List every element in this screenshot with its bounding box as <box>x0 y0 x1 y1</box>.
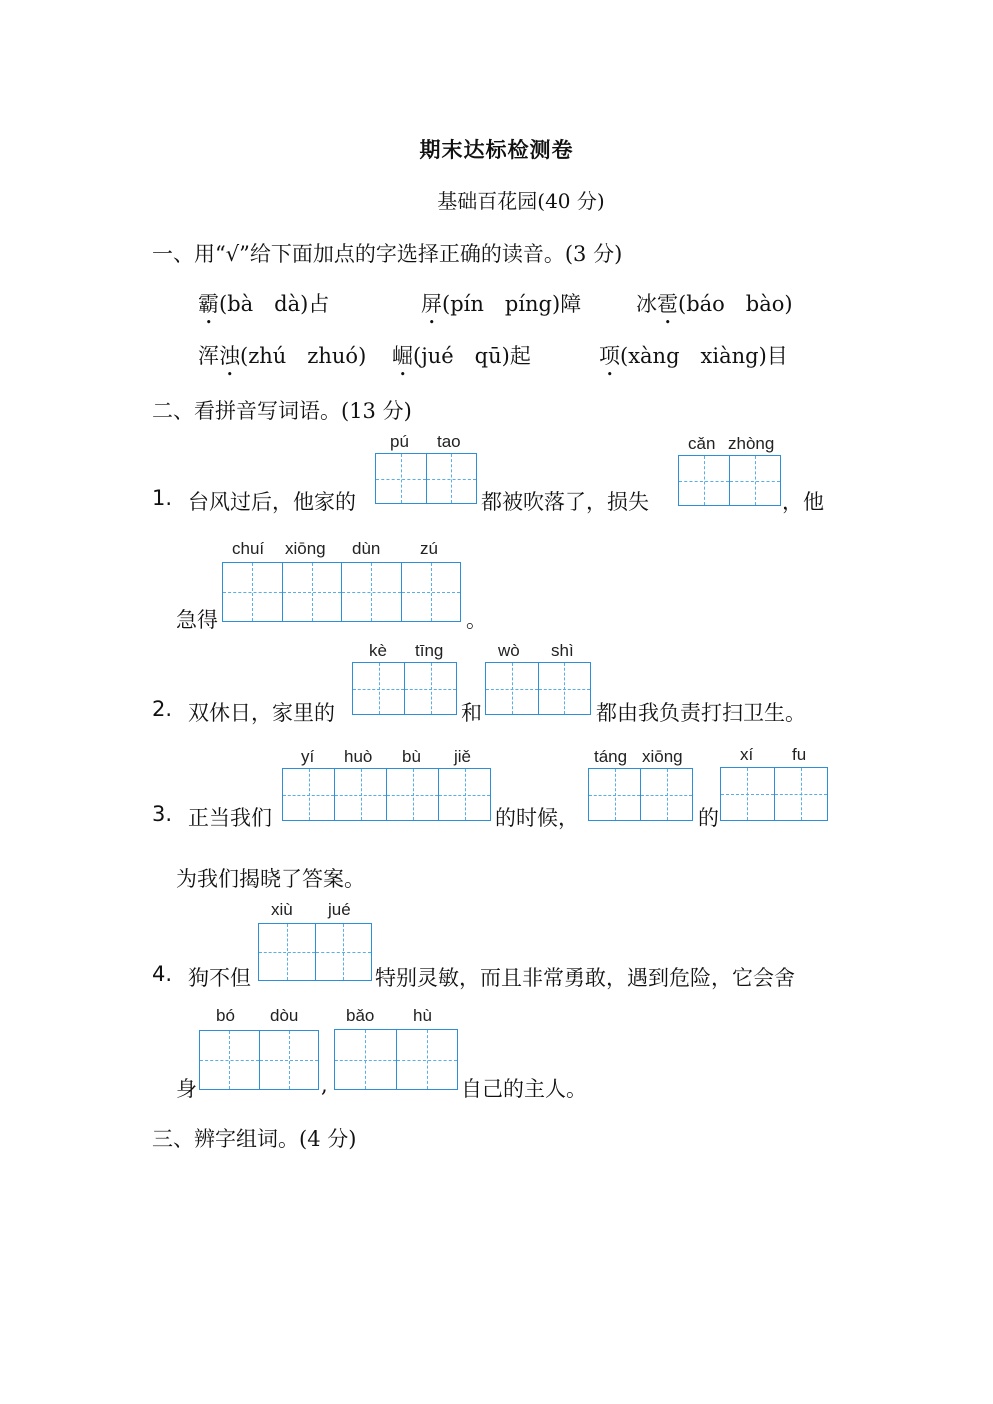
question-text: 自己的主人。 <box>461 1077 587 1101</box>
pinyin: dòu <box>270 1006 299 1025</box>
question-text: 。 <box>466 608 487 632</box>
question-text: 的 <box>698 806 719 830</box>
pinyin: xiōng <box>642 747 683 766</box>
pinyin: chuí <box>232 539 265 558</box>
pinyin: bù <box>402 747 421 766</box>
question-text: 台风过后，他家的 <box>188 490 356 514</box>
pinyin: fu <box>792 745 807 764</box>
writing-grid[interactable] <box>588 768 693 821</box>
writing-grid[interactable] <box>199 1030 319 1090</box>
question-number: 2. <box>152 697 173 721</box>
dotted-char: 项 <box>599 344 620 368</box>
pinyin: pú <box>390 432 409 451</box>
pinyin: huò <box>344 747 373 766</box>
pinyin: tao <box>437 432 461 451</box>
pinyin: táng <box>594 747 628 766</box>
pinyin: wò <box>498 641 520 660</box>
writing-grid[interactable] <box>678 455 781 506</box>
dotted-char: 霸 <box>198 292 219 316</box>
pinyin: kè <box>369 641 387 660</box>
writing-grid[interactable] <box>720 767 828 821</box>
dotted-char: 雹 <box>657 292 678 316</box>
question-text: , <box>321 1073 328 1097</box>
question-text: 为我们揭晓了答案。 <box>176 867 365 891</box>
question-text: 狗不但 <box>188 966 251 990</box>
page-subtitle: 基础百花园(40 分) <box>437 189 605 213</box>
pinyin: shì <box>551 641 574 660</box>
dotted-char: 浊 <box>219 344 240 368</box>
question-text: 身 <box>176 1077 197 1101</box>
question-number: 4. <box>152 962 173 986</box>
pronunciation-item: 崛(jué qū)起 <box>392 344 531 368</box>
pinyin: jiě <box>454 747 472 766</box>
pinyin: xiōng <box>285 539 326 558</box>
question-text: 都被吹落了，损失 <box>481 490 649 514</box>
question-text: ，他 <box>782 490 824 514</box>
pronunciation-item: 屏(pín píng)障 <box>421 292 582 316</box>
writing-grid[interactable] <box>282 768 491 821</box>
writing-grid[interactable] <box>352 662 457 715</box>
pinyin: zhòng <box>728 434 775 453</box>
pinyin: bó <box>216 1006 235 1025</box>
pinyin: cǎn <box>688 434 716 453</box>
question-text: 的时候， <box>495 806 579 830</box>
section1-heading: 一、用“√”给下面加点的字选择正确的读音。(3 分) <box>152 242 623 266</box>
pinyin: yí <box>301 747 315 766</box>
pronunciation-item: 浑浊(zhú zhuó) <box>198 344 367 368</box>
writing-grid[interactable] <box>258 923 372 981</box>
pinyin: xiù <box>271 900 293 919</box>
writing-grid[interactable] <box>485 662 591 715</box>
pinyin: zú <box>420 539 438 558</box>
question-text: 急得 <box>176 608 218 632</box>
pinyin: tīng <box>415 641 444 660</box>
pronunciation-item: 霸(bà dà)占 <box>198 292 330 316</box>
dotted-char: 屏 <box>421 292 442 316</box>
pronunciation-item: 项(xàng xiàng)目 <box>599 344 788 368</box>
question-text: 和 <box>461 701 482 725</box>
question-text: 正当我们 <box>188 806 272 830</box>
question-text: 特别灵敏，而且非常勇敢，遇到危险，它会舍 <box>375 966 795 990</box>
writing-grid[interactable] <box>222 562 461 622</box>
section2-heading: 二、看拼音写词语。(13 分) <box>152 399 412 423</box>
pinyin: dùn <box>352 539 381 558</box>
page-title: 期末达标检测卷 <box>419 137 574 162</box>
question-text: 双休日，家里的 <box>188 701 335 725</box>
pinyin: hù <box>413 1006 432 1025</box>
question-text: 都由我负责打扫卫生。 <box>596 701 806 725</box>
question-number: 3. <box>152 802 173 826</box>
question-number: 1. <box>152 486 173 510</box>
pronunciation-item: 冰雹(báo bào) <box>636 292 793 316</box>
pinyin: bǎo <box>346 1006 375 1025</box>
writing-grid[interactable] <box>334 1029 458 1090</box>
pinyin: jué <box>328 900 351 919</box>
dotted-char: 崛 <box>392 344 413 368</box>
section3-heading: 三、辨字组词。(4 分) <box>152 1127 357 1151</box>
pinyin: xí <box>740 745 754 764</box>
writing-grid[interactable] <box>375 453 477 504</box>
